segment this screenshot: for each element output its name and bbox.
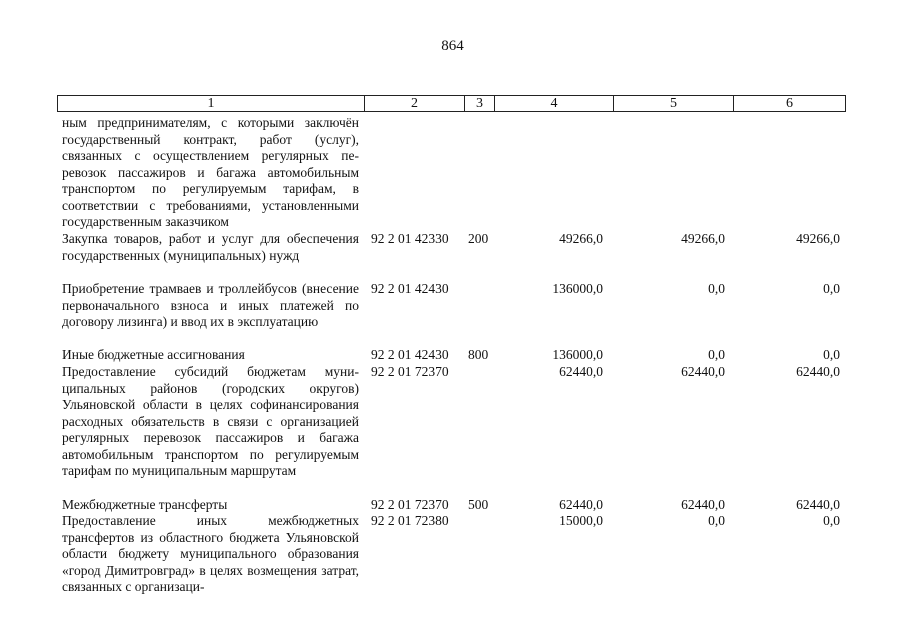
- row-code: 92 2 01 72370: [371, 364, 449, 379]
- row-value-col5: 62440,0: [681, 364, 725, 379]
- row-value-col5: 62440,0: [681, 497, 725, 512]
- row-description: Приобретение трамваев и троллейбусов (внесение первоначального взноса и иных платежей по договору лизинга) и ввод их в эксплуатацию: [62, 281, 359, 329]
- header-col-2: 2: [364, 96, 464, 111]
- page-number: 864: [441, 38, 464, 54]
- header-col-1: 1: [207, 96, 215, 111]
- row-value-col6: 0,0: [823, 347, 840, 362]
- row-code: 92 2 01 72370: [371, 497, 449, 512]
- row-code: 92 2 01 42330: [371, 231, 449, 246]
- row-value-col5: 0,0: [708, 281, 725, 296]
- row-value-col4: 136000,0: [552, 281, 603, 296]
- row-code: 92 2 01 72380: [371, 513, 449, 528]
- row-description: Предоставление иных межбюджетных трансфертов из областного бюджета Ульяновской области бюджету муниципального образования «город Димитровград» в целях возмещения затрат, связанных с организаци-: [62, 513, 359, 594]
- row-code: 92 2 01 42430: [371, 281, 449, 296]
- row-value-col6: 0,0: [823, 513, 840, 528]
- row-description: Иные бюджетные ассигнования: [62, 347, 245, 362]
- row-type: 200: [468, 231, 489, 246]
- header-col-3: 3: [464, 96, 494, 111]
- row-value-col4: 15000,0: [559, 513, 603, 528]
- row-description: Закупка товаров, работ и услуг для обеспечения государственных (муниципальных) нужд: [62, 231, 359, 263]
- row-value-col5: 0,0: [708, 513, 725, 528]
- header-col-5: 5: [613, 96, 733, 111]
- row-value-col4: 49266,0: [559, 231, 603, 246]
- row-value-col6: 49266,0: [796, 231, 840, 246]
- row-value-col5: 0,0: [708, 347, 725, 362]
- row-description: Предоставление субсидий бюджетам муниципальных районов (городских округов) Ульяновской области в целях софинансирования расходных обязательств в связи с организацией регулярных перевозок пассажиров и багажа автомобильным транспортом по регулируемым тарифам по муниципальным маршрутам: [62, 364, 359, 478]
- row-value-col6: 62440,0: [796, 364, 840, 379]
- row-value-col6: 0,0: [823, 281, 840, 296]
- row-value-col4: 136000,0: [552, 347, 603, 362]
- row-value-col6: 62440,0: [796, 497, 840, 512]
- row-type: 800: [468, 347, 489, 362]
- row-type: 500: [468, 497, 489, 512]
- row-value-col4: 62440,0: [559, 364, 603, 379]
- header-col-6: 6: [733, 96, 845, 111]
- row-description: Межбюджетные трансферты: [62, 497, 228, 512]
- row-description: ным предпринимателям, с которыми заключён государственный контракт, работ (услуг), связанных с осуществлением регулярных перевозок пассажиров и багажа автомобильным транспортом по регулируемым тарифам, в соответствии с требованиями, установленными государственным заказчиком: [62, 115, 359, 229]
- header-col-4: 4: [494, 96, 613, 111]
- row-code: 92 2 01 42430: [371, 347, 449, 362]
- row-value-col5: 49266,0: [681, 231, 725, 246]
- table-header: [57, 95, 846, 112]
- row-value-col4: 62440,0: [559, 497, 603, 512]
